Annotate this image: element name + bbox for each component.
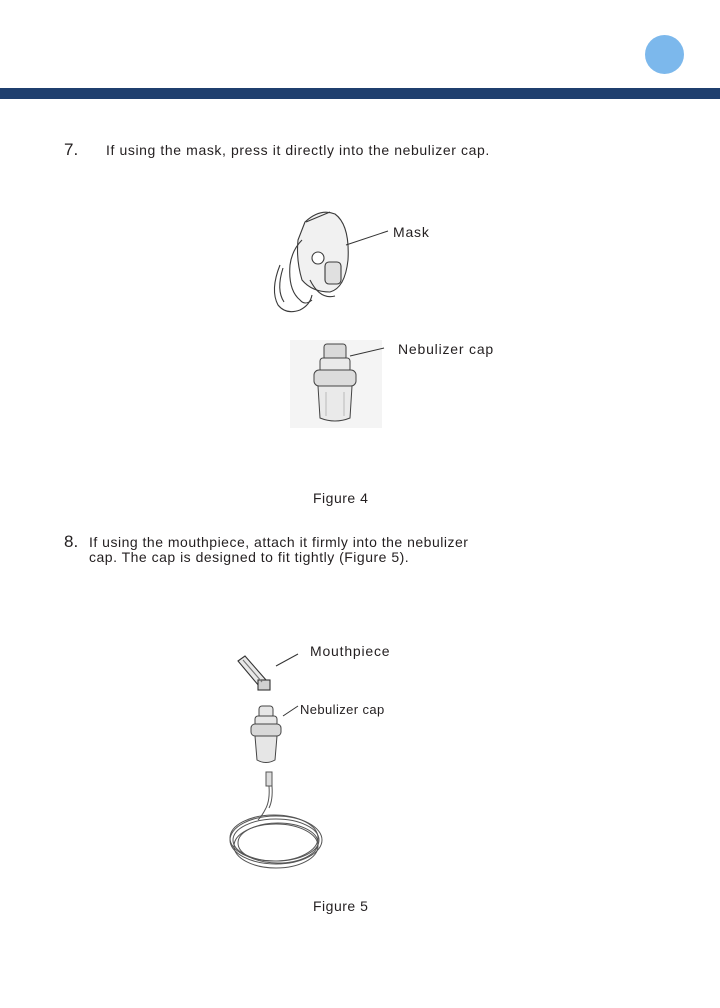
- step-8-line-2: cap. The cap is designed to fit tightly (Figure 5).: [89, 549, 410, 565]
- step-8-number: 8.: [64, 532, 79, 551]
- nebulizer-cap-label-4: Nebulizer cap: [398, 341, 494, 357]
- mouthpiece-illustration: [238, 656, 270, 690]
- cap-leader-line-5: [283, 706, 298, 716]
- figure-4-caption: Figure 4: [313, 490, 369, 506]
- tubing-illustration: [230, 772, 322, 868]
- mask-label: Mask: [393, 224, 430, 240]
- step-7-text: If using the mask, press it directly into the nebulizer cap.: [106, 142, 490, 158]
- mask-leader-line: [346, 231, 388, 245]
- mouthpiece-leader-line: [276, 654, 298, 666]
- nebulizer-cap-illustration: [290, 340, 382, 428]
- mouthpiece-label: Mouthpiece: [310, 643, 391, 659]
- nebulizer-cap-label-5: Nebulizer cap: [300, 702, 385, 717]
- nebulizer-cap-illustration-5: [251, 706, 281, 763]
- step-8-line-1: If using the mouthpiece, attach it firmly into the nebulizer: [89, 534, 469, 550]
- figure-5-caption: Figure 5: [313, 898, 369, 914]
- mask-illustration: [274, 212, 348, 312]
- step-7-number: 7.: [64, 140, 79, 159]
